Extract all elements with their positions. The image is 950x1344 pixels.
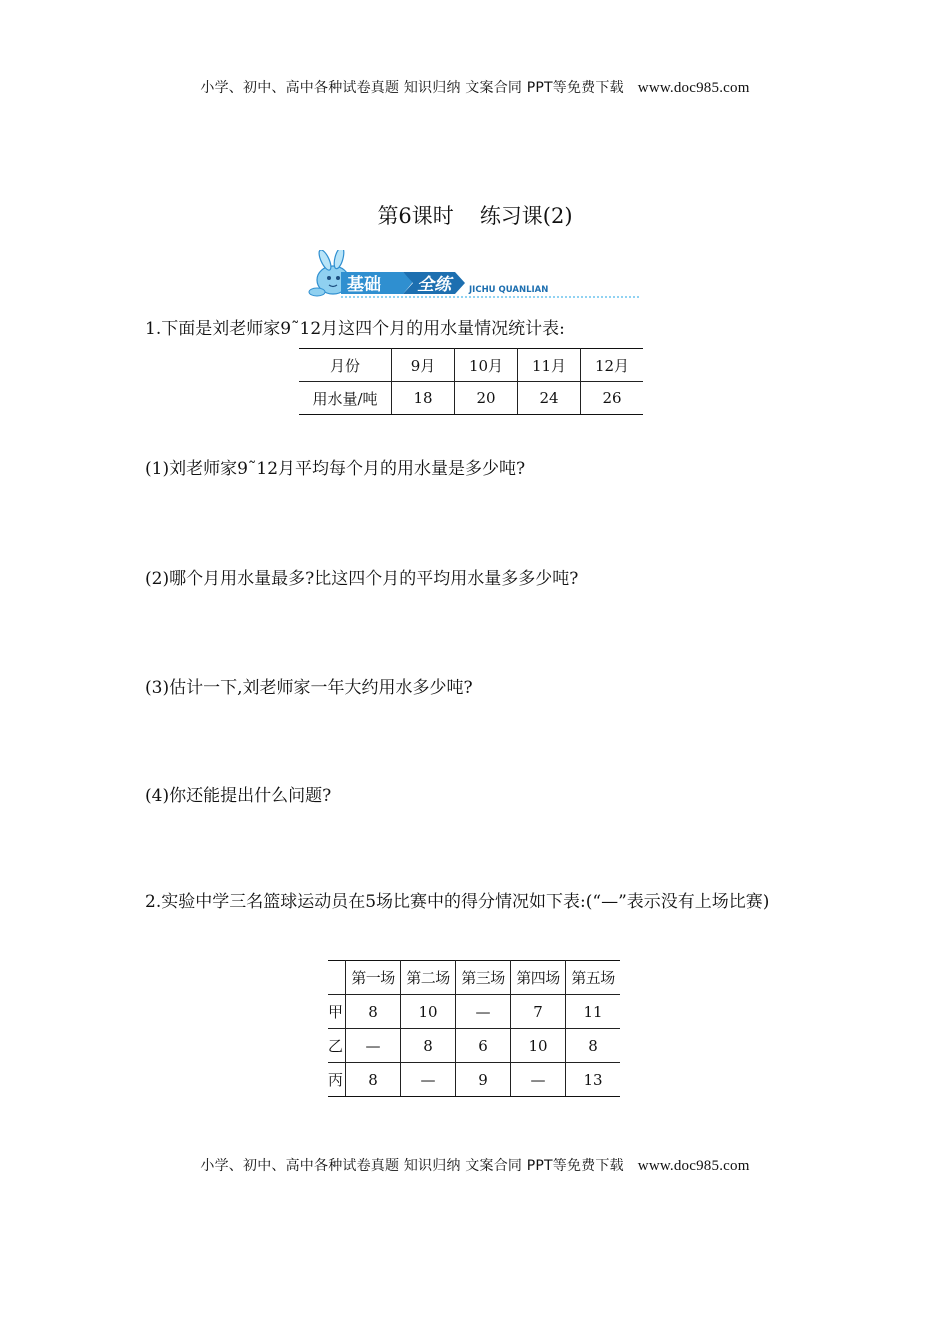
table-cell: 月份 bbox=[299, 349, 392, 382]
table-cell: 第一场 bbox=[346, 961, 401, 995]
table-cell: 13 bbox=[566, 1063, 621, 1097]
table-cell: 26 bbox=[581, 382, 644, 415]
page-title bbox=[0, 200, 950, 230]
table-cell: 9月 bbox=[392, 349, 455, 382]
badge-accent-text: 全练 bbox=[417, 275, 451, 295]
table-cell: 9 bbox=[456, 1063, 511, 1097]
section-badge bbox=[305, 250, 645, 302]
table-cell: 8 bbox=[401, 1029, 456, 1063]
basketball-score-table bbox=[328, 960, 620, 1097]
banner-site-link[interactable]: www.doc985.com bbox=[637, 1158, 750, 1174]
table-cell: 丙 bbox=[328, 1063, 346, 1097]
badge-main-text: 基础 bbox=[347, 275, 381, 295]
table-cell: 第三场 bbox=[456, 961, 511, 995]
table-cell: 乙 bbox=[328, 1029, 346, 1063]
table-cell bbox=[328, 961, 346, 995]
table-cell: — bbox=[401, 1063, 456, 1097]
table-cell: 用水量/吨 bbox=[299, 382, 392, 415]
lesson-name: 练习课(2) bbox=[479, 204, 573, 228]
table-cell: 第五场 bbox=[566, 961, 621, 995]
question-1-part-1: (1)刘老师家9˜12月平均每个月的用水量是多少吨? bbox=[145, 459, 526, 479]
table-cell: 11月 bbox=[518, 349, 581, 382]
table-cell: 8 bbox=[346, 1063, 401, 1097]
table-cell: 18 bbox=[392, 382, 455, 415]
question-1-stem: 1.下面是刘老师家9˜12月这四个月的用水量情况统计表: bbox=[145, 319, 565, 339]
table-cell: 20 bbox=[455, 382, 518, 415]
question-1-part-3: (3)估计一下,刘老师家一年大约用水多少吨? bbox=[145, 678, 473, 698]
badge-pinyin-text: JICHU QUANLIAN bbox=[469, 285, 549, 295]
water-usage-table bbox=[299, 348, 643, 415]
header-banner bbox=[0, 77, 950, 97]
table-cell: 第二场 bbox=[401, 961, 456, 995]
table-cell: 24 bbox=[518, 382, 581, 415]
table-cell: 10 bbox=[401, 995, 456, 1029]
question-1-part-2: (2)哪个月用水量最多?比这四个月的平均用水量多多少吨? bbox=[145, 569, 579, 589]
table-cell: 11 bbox=[566, 995, 621, 1029]
footer-banner bbox=[0, 1155, 950, 1175]
question-1-part-4: (4)你还能提出什么问题? bbox=[145, 786, 332, 806]
table-row bbox=[328, 1063, 620, 1097]
banner-text: 小学、初中、高中各种试卷真题 知识归纳 文案合同 PPT等免费下载 bbox=[200, 80, 624, 96]
table-header-row bbox=[299, 349, 643, 382]
table-cell: — bbox=[456, 995, 511, 1029]
table-cell: 6 bbox=[456, 1029, 511, 1063]
lesson-number: 第6课时 bbox=[377, 204, 454, 228]
banner-text: 小学、初中、高中各种试卷真题 知识归纳 文案合同 PPT等免费下载 bbox=[200, 1158, 624, 1174]
table-cell: 8 bbox=[346, 995, 401, 1029]
question-2-stem: 2.实验中学三名篮球运动员在5场比赛中的得分情况如下表:(“—”表示没有上场比赛) bbox=[145, 892, 770, 912]
table-cell: 甲 bbox=[328, 995, 346, 1029]
table-row bbox=[328, 995, 620, 1029]
table-cell: 7 bbox=[511, 995, 566, 1029]
table-cell: 10月 bbox=[455, 349, 518, 382]
table-cell: 第四场 bbox=[511, 961, 566, 995]
table-cell: — bbox=[346, 1029, 401, 1063]
table-cell: 12月 bbox=[581, 349, 644, 382]
banner-site-link[interactable]: www.doc985.com bbox=[637, 80, 750, 96]
table-row bbox=[299, 382, 643, 415]
table-row bbox=[328, 1029, 620, 1063]
table-cell: 8 bbox=[566, 1029, 621, 1063]
table-cell: — bbox=[511, 1063, 566, 1097]
table-cell: 10 bbox=[511, 1029, 566, 1063]
table-header-row bbox=[328, 961, 620, 995]
